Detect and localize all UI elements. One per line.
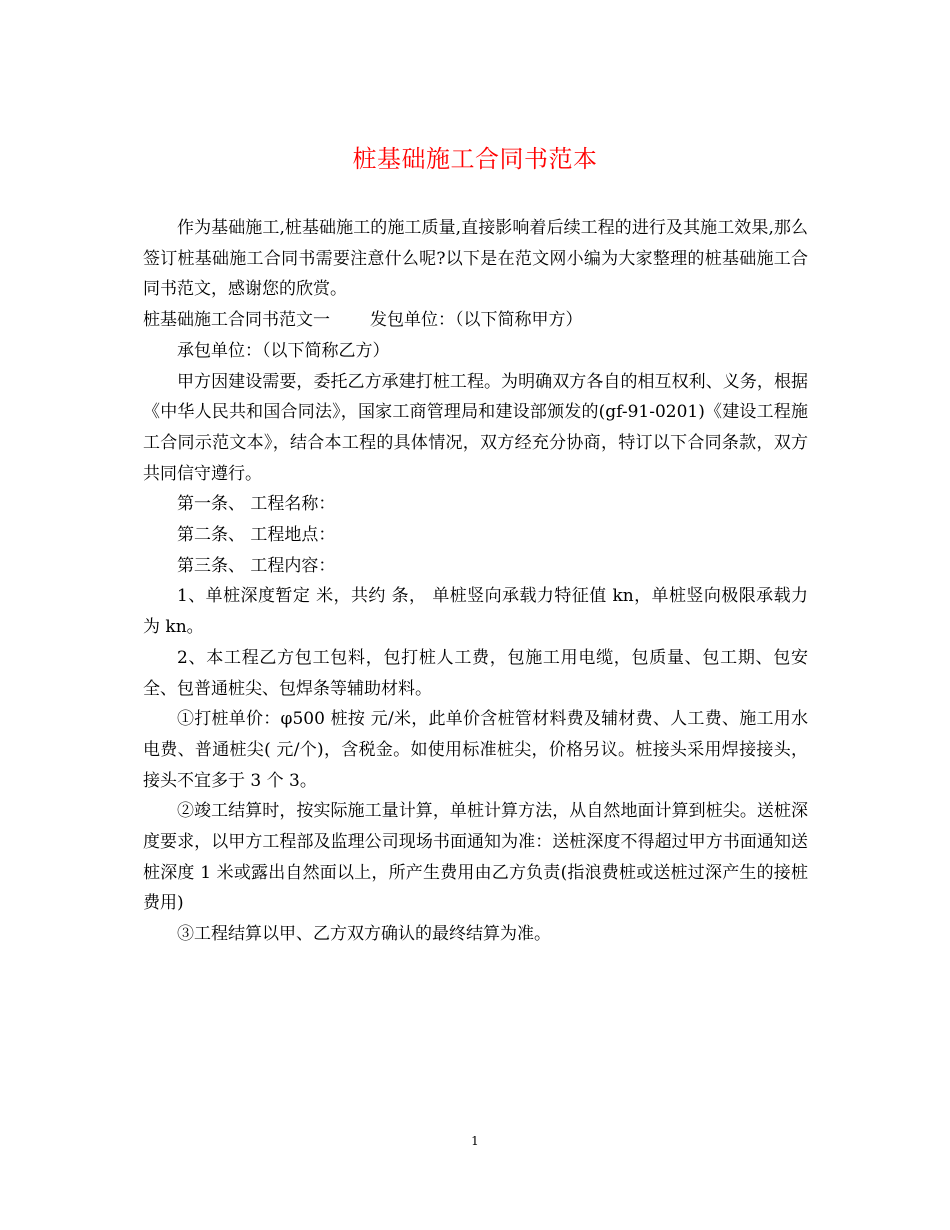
party-a-line: 发包单位：（以下简称甲方） (370, 310, 583, 331)
sample-heading: 桩基础施工合同书范文一 (143, 310, 330, 331)
article-1: 第一条、 工程名称： (177, 494, 336, 515)
party-b-line: 承包单位：（以下简称乙方） (177, 340, 390, 361)
item-2: 2、本工程乙方包工包料，包打桩人工费，包施工用电缆，包质量、包工期、包安全、包普通桩尖、包焊条等辅助材料。 (143, 647, 808, 699)
preamble-paragraph: 甲方因建设需要，委托乙方承建打桩工程。为明确双方各自的相互权利、义务，根据《中华人民共和国合同法》，国家工商管理局和建设部颁发的(gf-91-0201)《建设工程施工合同示范文本》，结合本工程的具体情况，双方经充分协商，特订以下合同条款，双方共同信守遵行。 (143, 371, 808, 484)
intro-paragraph: 作为基础施工,桩基础施工的施工质量,直接影响着后续工程的进行及其施工效果,那么签订桩基础施工合同书需要注意什么呢?以下是在范文网小编为大家整理的桩基础施工合同书范文，感谢您的欣赏。 (143, 218, 808, 300)
article-3: 第三条、 工程内容： (177, 555, 336, 576)
item-1: 1、单桩深度暂定 米，共约 条， 单桩竖向承载力特征值 kn，单桩竖向极限承载力为 kn。 (143, 586, 808, 638)
clause-2: ②竣工结算时，按实际施工量计算，单桩计算方法，从自然地面计算到桩尖。送桩深度要求，以甲方工程部及监理公司现场书面通知为准：送桩深度不得超过甲方书面通知送桩深度 1 米或露出自然面以上，所产生费用由乙方负责(指浪费桩或送桩过深产生的接桩费用) (143, 801, 808, 914)
document-title: 桩基础施工合同书范本 (352, 145, 598, 173)
document-body (143, 213, 808, 950)
sample-heading-line (143, 305, 808, 336)
page-number: 1 (471, 1134, 479, 1148)
article-2: 第二条、 工程地点： (177, 525, 336, 546)
clause-1: ①打桩单价：φ500 桩按 元/米，此单价含桩管材料费及辅材费、人工费、施工用水电费、普通桩尖( 元/个)，含税金。如使用标准桩尖，价格另议。桩接头采用焊接接头，接头不宜多于 3 个 3。 (143, 709, 808, 791)
clause-3: ③工程结算以甲、乙方双方确认的最终结算为准。 (177, 924, 551, 945)
